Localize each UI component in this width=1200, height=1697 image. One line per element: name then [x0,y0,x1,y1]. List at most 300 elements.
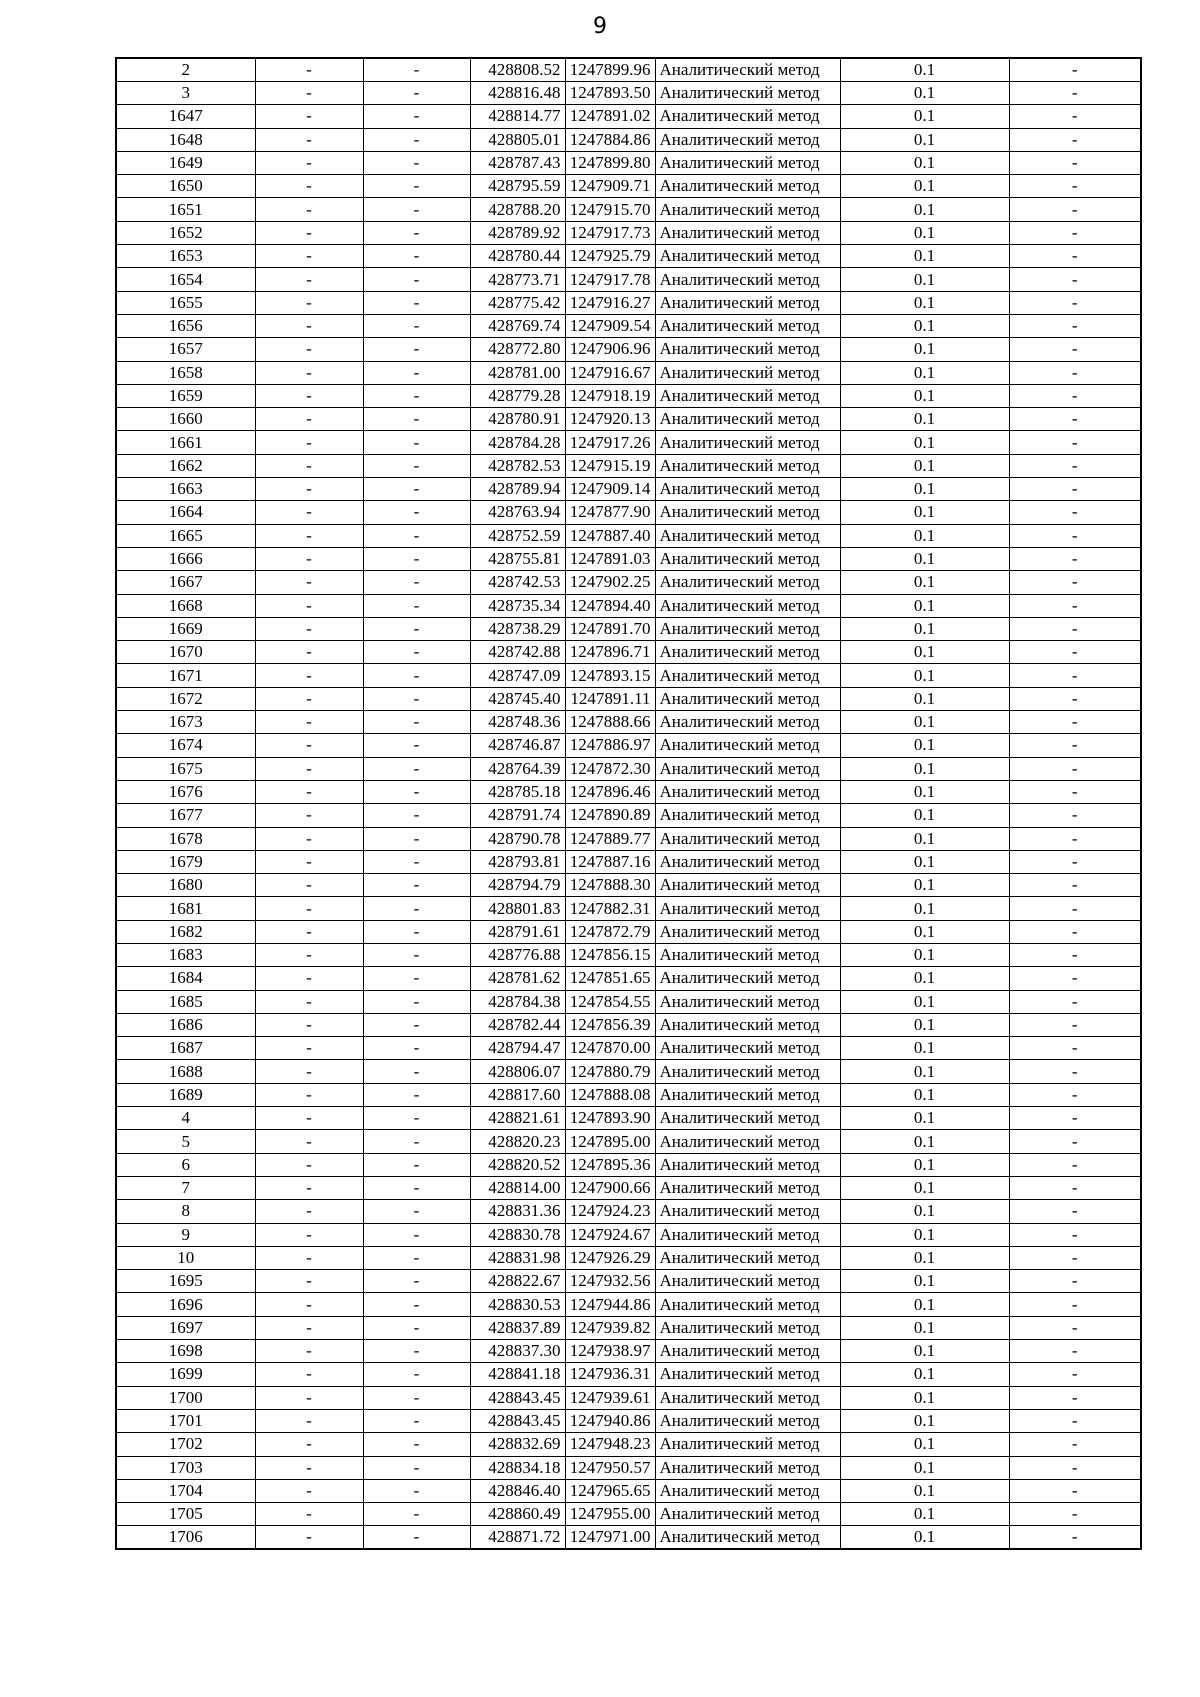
point-number-cell: 1704 [116,1479,255,1502]
precision-cell: 0.1 [840,547,1009,570]
table-row [116,58,1141,82]
y-coordinate-cell: 1247938.97 [565,1340,655,1363]
method-cell: Аналитический метод [655,943,840,966]
precision-cell: 0.1 [840,151,1009,174]
precision-cell: 0.1 [840,827,1009,850]
empty-cell: - [255,245,363,268]
x-coordinate-cell: 428816.48 [470,82,565,105]
y-coordinate-cell: 1247882.31 [565,897,655,920]
precision-cell: 0.1 [840,711,1009,734]
y-coordinate-cell: 1247917.73 [565,221,655,244]
empty-cell: - [363,687,470,710]
empty-cell: - [255,804,363,827]
x-coordinate-cell: 428820.52 [470,1153,565,1176]
method-cell: Аналитический метод [655,478,840,501]
method-cell: Аналитический метод [655,897,840,920]
x-coordinate-cell: 428843.45 [470,1409,565,1432]
empty-cell: - [363,1130,470,1153]
x-coordinate-cell: 428748.36 [470,711,565,734]
y-coordinate-cell: 1247916.67 [565,361,655,384]
x-coordinate-cell: 428742.53 [470,571,565,594]
point-number-cell: 1689 [116,1083,255,1106]
y-coordinate-cell: 1247854.55 [565,990,655,1013]
point-number-cell: 1664 [116,501,255,524]
y-coordinate-cell: 1247890.89 [565,804,655,827]
method-cell: Аналитический метод [655,641,840,664]
x-coordinate-cell: 428843.45 [470,1386,565,1409]
point-number-cell: 4 [116,1107,255,1130]
precision-cell: 0.1 [840,594,1009,617]
empty-cell: - [255,58,363,82]
table-row [116,1246,1141,1269]
point-number-cell: 1669 [116,617,255,640]
precision-cell: 0.1 [840,874,1009,897]
method-cell: Аналитический метод [655,594,840,617]
empty-cell: - [363,1037,470,1060]
x-coordinate-cell: 428785.18 [470,780,565,803]
empty-cell: - [255,128,363,151]
empty-cell: - [255,1293,363,1316]
precision-cell: 0.1 [840,58,1009,82]
empty-cell: - [255,1363,363,1386]
method-cell: Аналитический метод [655,990,840,1013]
y-coordinate-cell: 1247906.96 [565,338,655,361]
empty-cell: - [255,1316,363,1339]
point-number-cell: 1698 [116,1340,255,1363]
point-number-cell: 1654 [116,268,255,291]
precision-cell: 0.1 [840,408,1009,431]
x-coordinate-cell: 428794.79 [470,874,565,897]
method-cell: Аналитический метод [655,384,840,407]
table-row [116,967,1141,990]
method-cell: Аналитический метод [655,874,840,897]
point-number-cell: 1701 [116,1409,255,1432]
method-cell: Аналитический метод [655,524,840,547]
precision-cell: 0.1 [840,1037,1009,1060]
point-number-cell: 1648 [116,128,255,151]
x-coordinate-cell: 428769.74 [470,314,565,337]
y-coordinate-cell: 1247900.66 [565,1176,655,1199]
method-cell: Аналитический метод [655,1176,840,1199]
empty-cell: - [255,1456,363,1479]
method-cell: Аналитический метод [655,827,840,850]
empty-cell: - [255,920,363,943]
x-coordinate-cell: 428794.47 [470,1037,565,1060]
empty-cell: - [255,1246,363,1269]
empty-cell: - [255,384,363,407]
precision-cell: 0.1 [840,105,1009,128]
point-number-cell: 1675 [116,757,255,780]
method-cell: Аналитический метод [655,454,840,477]
point-number-cell: 1680 [116,874,255,897]
point-number-cell: 1706 [116,1526,255,1550]
method-cell: Аналитический метод [655,198,840,221]
y-coordinate-cell: 1247939.82 [565,1316,655,1339]
empty-cell: - [363,524,470,547]
precision-cell: 0.1 [840,454,1009,477]
x-coordinate-cell: 428742.88 [470,641,565,664]
empty-cell: - [363,151,470,174]
method-cell: Аналитический метод [655,1153,840,1176]
empty-cell: - [363,408,470,431]
empty-cell: - [255,1176,363,1199]
empty-cell: - [1009,384,1141,407]
table-row [116,1200,1141,1223]
empty-cell: - [363,268,470,291]
table-row [116,1037,1141,1060]
precision-cell: 0.1 [840,245,1009,268]
point-number-cell: 1681 [116,897,255,920]
y-coordinate-cell: 1247888.30 [565,874,655,897]
point-number-cell: 1657 [116,338,255,361]
point-number-cell: 1700 [116,1386,255,1409]
point-number-cell: 1661 [116,431,255,454]
empty-cell: - [255,1409,363,1432]
precision-cell: 0.1 [840,1223,1009,1246]
empty-cell: - [1009,198,1141,221]
y-coordinate-cell: 1247917.78 [565,268,655,291]
table-row [116,314,1141,337]
empty-cell: - [1009,408,1141,431]
precision-cell: 0.1 [840,1153,1009,1176]
empty-cell: - [255,1526,363,1550]
empty-cell: - [363,804,470,827]
point-number-cell: 1649 [116,151,255,174]
empty-cell: - [363,221,470,244]
y-coordinate-cell: 1247899.80 [565,151,655,174]
method-cell: Аналитический метод [655,850,840,873]
y-coordinate-cell: 1247891.11 [565,687,655,710]
empty-cell: - [1009,641,1141,664]
method-cell: Аналитический метод [655,58,840,82]
method-cell: Аналитический метод [655,151,840,174]
empty-cell: - [363,361,470,384]
method-cell: Аналитический метод [655,547,840,570]
table-row [116,128,1141,151]
table-row [116,151,1141,174]
empty-cell: - [255,1153,363,1176]
point-number-cell: 1705 [116,1503,255,1526]
method-cell: Аналитический метод [655,361,840,384]
table-row [116,268,1141,291]
x-coordinate-cell: 428846.40 [470,1479,565,1502]
precision-cell: 0.1 [840,1316,1009,1339]
precision-cell: 0.1 [840,571,1009,594]
empty-cell: - [363,1526,470,1550]
table-row [116,687,1141,710]
y-coordinate-cell: 1247920.13 [565,408,655,431]
empty-cell: - [1009,664,1141,687]
empty-cell: - [1009,687,1141,710]
y-coordinate-cell: 1247926.29 [565,1246,655,1269]
empty-cell: - [1009,1526,1141,1550]
empty-cell: - [363,175,470,198]
empty-cell: - [1009,1176,1141,1199]
method-cell: Аналитический метод [655,105,840,128]
table-row [116,734,1141,757]
empty-cell: - [255,314,363,337]
x-coordinate-cell: 428788.20 [470,198,565,221]
x-coordinate-cell: 428830.78 [470,1223,565,1246]
empty-cell: - [255,1083,363,1106]
precision-cell: 0.1 [840,1083,1009,1106]
precision-cell: 0.1 [840,268,1009,291]
y-coordinate-cell: 1247936.31 [565,1363,655,1386]
y-coordinate-cell: 1247924.67 [565,1223,655,1246]
empty-cell: - [363,1456,470,1479]
method-cell: Аналитический метод [655,82,840,105]
point-number-cell: 1651 [116,198,255,221]
table-row [116,105,1141,128]
table-row [116,245,1141,268]
x-coordinate-cell: 428832.69 [470,1433,565,1456]
empty-cell: - [255,1223,363,1246]
precision-cell: 0.1 [840,664,1009,687]
precision-cell: 0.1 [840,943,1009,966]
y-coordinate-cell: 1247877.90 [565,501,655,524]
table-row [116,1270,1141,1293]
x-coordinate-cell: 428781.62 [470,967,565,990]
empty-cell: - [1009,454,1141,477]
table-row [116,1013,1141,1036]
x-coordinate-cell: 428782.53 [470,454,565,477]
x-coordinate-cell: 428738.29 [470,617,565,640]
x-coordinate-cell: 428780.44 [470,245,565,268]
x-coordinate-cell: 428830.53 [470,1293,565,1316]
method-cell: Аналитический метод [655,1107,840,1130]
x-coordinate-cell: 428822.67 [470,1270,565,1293]
table-row [116,1503,1141,1526]
coordinates-table [115,57,1142,1550]
empty-cell: - [1009,1200,1141,1223]
empty-cell: - [255,547,363,570]
empty-cell: - [363,1060,470,1083]
x-coordinate-cell: 428834.18 [470,1456,565,1479]
x-coordinate-cell: 428772.80 [470,338,565,361]
table-row [116,198,1141,221]
empty-cell: - [1009,431,1141,454]
table-row [116,1456,1141,1479]
empty-cell: - [1009,1270,1141,1293]
method-cell: Аналитический метод [655,1456,840,1479]
empty-cell: - [255,594,363,617]
method-cell: Аналитический метод [655,617,840,640]
method-cell: Аналитический метод [655,501,840,524]
method-cell: Аналитический метод [655,431,840,454]
point-number-cell: 1686 [116,1013,255,1036]
table-row [116,501,1141,524]
precision-cell: 0.1 [840,1456,1009,1479]
empty-cell: - [363,1386,470,1409]
x-coordinate-cell: 428789.92 [470,221,565,244]
x-coordinate-cell: 428779.28 [470,384,565,407]
x-coordinate-cell: 428801.83 [470,897,565,920]
empty-cell: - [255,943,363,966]
empty-cell: - [1009,897,1141,920]
x-coordinate-cell: 428787.43 [470,151,565,174]
empty-cell: - [255,967,363,990]
y-coordinate-cell: 1247891.03 [565,547,655,570]
page-number: 9 [593,14,607,39]
y-coordinate-cell: 1247925.79 [565,245,655,268]
empty-cell: - [1009,221,1141,244]
x-coordinate-cell: 428745.40 [470,687,565,710]
empty-cell: - [363,1246,470,1269]
precision-cell: 0.1 [840,1176,1009,1199]
y-coordinate-cell: 1247893.15 [565,664,655,687]
empty-cell: - [255,82,363,105]
x-coordinate-cell: 428782.44 [470,1013,565,1036]
table-row [116,175,1141,198]
table-row [116,454,1141,477]
y-coordinate-cell: 1247872.30 [565,757,655,780]
table-row [116,1386,1141,1409]
table-row [116,850,1141,873]
method-cell: Аналитический метод [655,734,840,757]
precision-cell: 0.1 [840,1363,1009,1386]
empty-cell: - [363,1479,470,1502]
empty-cell: - [1009,617,1141,640]
x-coordinate-cell: 428871.72 [470,1526,565,1550]
point-number-cell: 1683 [116,943,255,966]
y-coordinate-cell: 1247888.08 [565,1083,655,1106]
y-coordinate-cell: 1247971.00 [565,1526,655,1550]
y-coordinate-cell: 1247894.40 [565,594,655,617]
empty-cell: - [363,338,470,361]
table-row [116,641,1141,664]
empty-cell: - [255,1340,363,1363]
precision-cell: 0.1 [840,198,1009,221]
empty-cell: - [363,617,470,640]
table-row [116,1153,1141,1176]
x-coordinate-cell: 428805.01 [470,128,565,151]
point-number-cell: 1667 [116,571,255,594]
table-row [116,1409,1141,1432]
empty-cell: - [255,571,363,594]
method-cell: Аналитический метод [655,245,840,268]
precision-cell: 0.1 [840,990,1009,1013]
method-cell: Аналитический метод [655,1479,840,1502]
y-coordinate-cell: 1247915.70 [565,198,655,221]
empty-cell: - [255,780,363,803]
table-row [116,547,1141,570]
precision-cell: 0.1 [840,1433,1009,1456]
point-number-cell: 1653 [116,245,255,268]
empty-cell: - [1009,1456,1141,1479]
method-cell: Аналитический метод [655,780,840,803]
empty-cell: - [255,711,363,734]
empty-cell: - [363,1153,470,1176]
empty-cell: - [363,1200,470,1223]
method-cell: Аналитический метод [655,1130,840,1153]
empty-cell: - [363,757,470,780]
empty-cell: - [255,454,363,477]
empty-cell: - [255,1130,363,1153]
empty-cell: - [363,664,470,687]
table-row [116,1340,1141,1363]
empty-cell: - [1009,58,1141,82]
precision-cell: 0.1 [840,1479,1009,1502]
empty-cell: - [363,1270,470,1293]
point-number-cell: 1650 [116,175,255,198]
y-coordinate-cell: 1247918.19 [565,384,655,407]
y-coordinate-cell: 1247895.36 [565,1153,655,1176]
empty-cell: - [255,874,363,897]
method-cell: Аналитический метод [655,967,840,990]
y-coordinate-cell: 1247909.14 [565,478,655,501]
point-number-cell: 6 [116,1153,255,1176]
x-coordinate-cell: 428831.36 [470,1200,565,1223]
table-row [116,1176,1141,1199]
point-number-cell: 2 [116,58,255,82]
point-number-cell: 7 [116,1176,255,1199]
empty-cell: - [363,291,470,314]
table-row [116,711,1141,734]
precision-cell: 0.1 [840,1503,1009,1526]
empty-cell: - [1009,990,1141,1013]
method-cell: Аналитический метод [655,338,840,361]
table-row [116,1107,1141,1130]
x-coordinate-cell: 428775.42 [470,291,565,314]
y-coordinate-cell: 1247909.54 [565,314,655,337]
table-row [116,1083,1141,1106]
method-cell: Аналитический метод [655,291,840,314]
empty-cell: - [1009,547,1141,570]
empty-cell: - [255,850,363,873]
point-number-cell: 1665 [116,524,255,547]
point-number-cell: 1663 [116,478,255,501]
y-coordinate-cell: 1247896.71 [565,641,655,664]
empty-cell: - [255,151,363,174]
empty-cell: - [363,920,470,943]
y-coordinate-cell: 1247917.26 [565,431,655,454]
empty-cell: - [1009,175,1141,198]
empty-cell: - [363,58,470,82]
empty-cell: - [1009,967,1141,990]
method-cell: Аналитический метод [655,1013,840,1036]
empty-cell: - [363,1316,470,1339]
x-coordinate-cell: 428814.77 [470,105,565,128]
table-row [116,897,1141,920]
y-coordinate-cell: 1247944.86 [565,1293,655,1316]
x-coordinate-cell: 428746.87 [470,734,565,757]
point-number-cell: 1673 [116,711,255,734]
precision-cell: 0.1 [840,757,1009,780]
x-coordinate-cell: 428806.07 [470,1060,565,1083]
table-row [116,1293,1141,1316]
y-coordinate-cell: 1247955.00 [565,1503,655,1526]
method-cell: Аналитический метод [655,1223,840,1246]
empty-cell: - [1009,1060,1141,1083]
y-coordinate-cell: 1247939.61 [565,1386,655,1409]
empty-cell: - [1009,1433,1141,1456]
empty-cell: - [1009,711,1141,734]
point-number-cell: 1695 [116,1270,255,1293]
empty-cell: - [1009,874,1141,897]
empty-cell: - [1009,734,1141,757]
precision-cell: 0.1 [840,128,1009,151]
point-number-cell: 1647 [116,105,255,128]
method-cell: Аналитический метод [655,804,840,827]
y-coordinate-cell: 1247924.23 [565,1200,655,1223]
empty-cell: - [1009,151,1141,174]
table-row [116,524,1141,547]
empty-cell: - [1009,943,1141,966]
x-coordinate-cell: 428784.28 [470,431,565,454]
empty-cell: - [363,314,470,337]
empty-cell: - [363,897,470,920]
empty-cell: - [1009,1316,1141,1339]
